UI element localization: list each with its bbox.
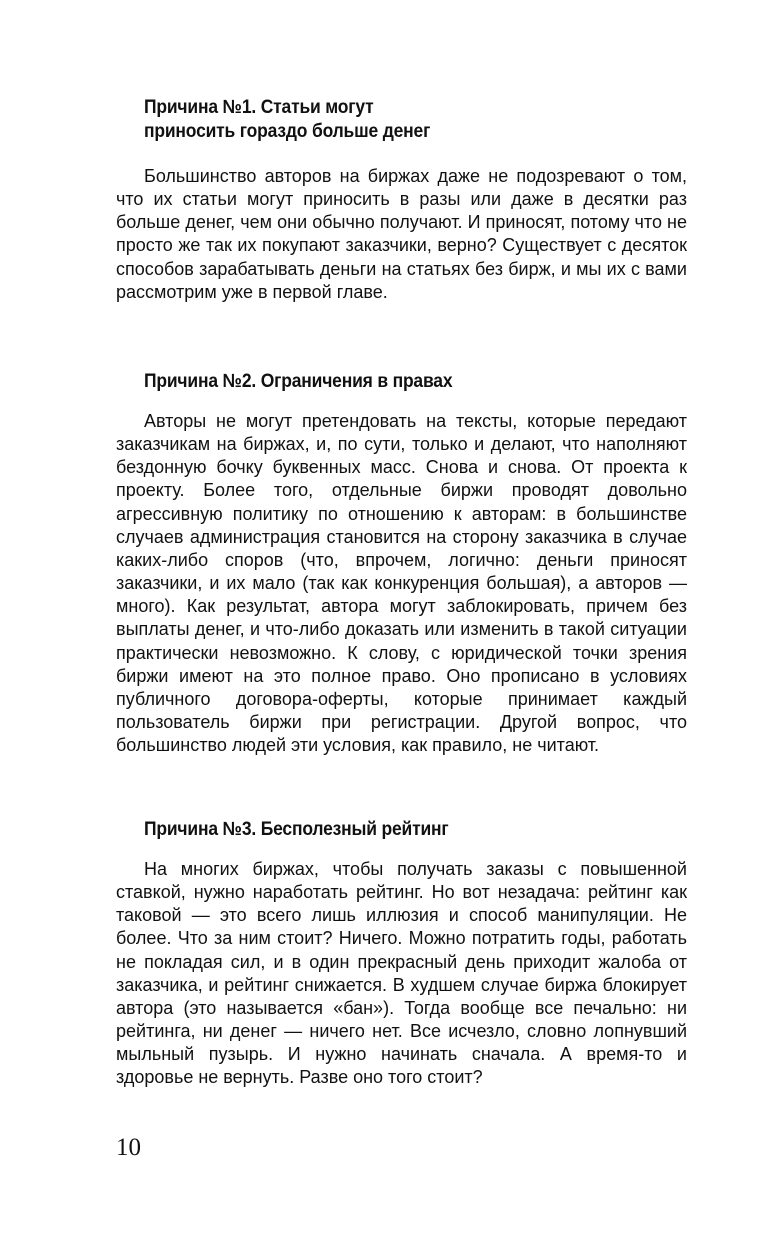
section-heading-line-2: приносить гораздо больше денег [144,121,431,142]
section-heading-line-1: Причина №1. Статьи могут [144,97,374,118]
page-number: 10 [116,1134,141,1161]
section-body-reason-1: Большинство авторов на биржах даже не подозревают о том, что их статьи могут приносить в разы или даже в десятки раз больше денег, чем они обычно получают. И приносят, потому что не просто же так их покупают заказчики, верно? Существует с десяток способов зарабатывать деньги на статьях без бирж, и мы их с вами рассмотрим уже в первой главе. [116,166,687,302]
section-heading-reason-1 [144,96,430,144]
section-heading-reason-3: Причина №3. Бесполезный рейтинг [144,819,449,840]
section-heading-reason-2: Причина №2. Ограничения в правах [144,371,453,392]
section-body-reason-2: Авторы не могут претендовать на тексты, которые передают заказчикам на биржах, и, по сути, только и делают, что наполняют бездонную бочку буквенных масс. Снова и снова. От проекта к проекту. Более того, отдельные биржи проводят довольно агрессивную политику по отношению к авторам: в большинстве случаев администрация становится на сторону заказчика в случае каких-либо споров (что, впрочем, логично: деньги приносят заказчики, и их мало (так как конкуренция большая), а авторов — много). Как результат, автора могут заблокировать, причем без выплаты денег, и что-либо доказать или изменить в такой ситуации практически невозможно. К слову, с юридической точки зрения биржи имеют на это полное право. Оно прописано в условиях публичного договора-оферты, которые принимает каждый пользователь биржи при регистрации. Другой вопрос, что большинство людей эти условия, как правило, не читают. [116,411,687,756]
section-body-reason-3: На многих биржах, чтобы получать заказы с повышенной ставкой, нужно наработать рейтинг. Но вот незадача: рейтинг как таковой — это всего лишь иллюзия и способ манипуляции. Не более. Что за ним стоит? Ничего. Можно потратить годы, работать не покладая сил, и в один прекрасный день приходит жалоба от заказчика, и рейтинг снижается. В худшем случае биржа блокирует автора (это называется «бан»). Тогда вообще все печально: ни рейтинга, ни денег — ничего нет. Все исчезло, словно лопнувший мыльный пузырь. И нужно начинать сначала. А время-то и здоровье не вернуть. Разве оно того стоит? [116,859,687,1088]
